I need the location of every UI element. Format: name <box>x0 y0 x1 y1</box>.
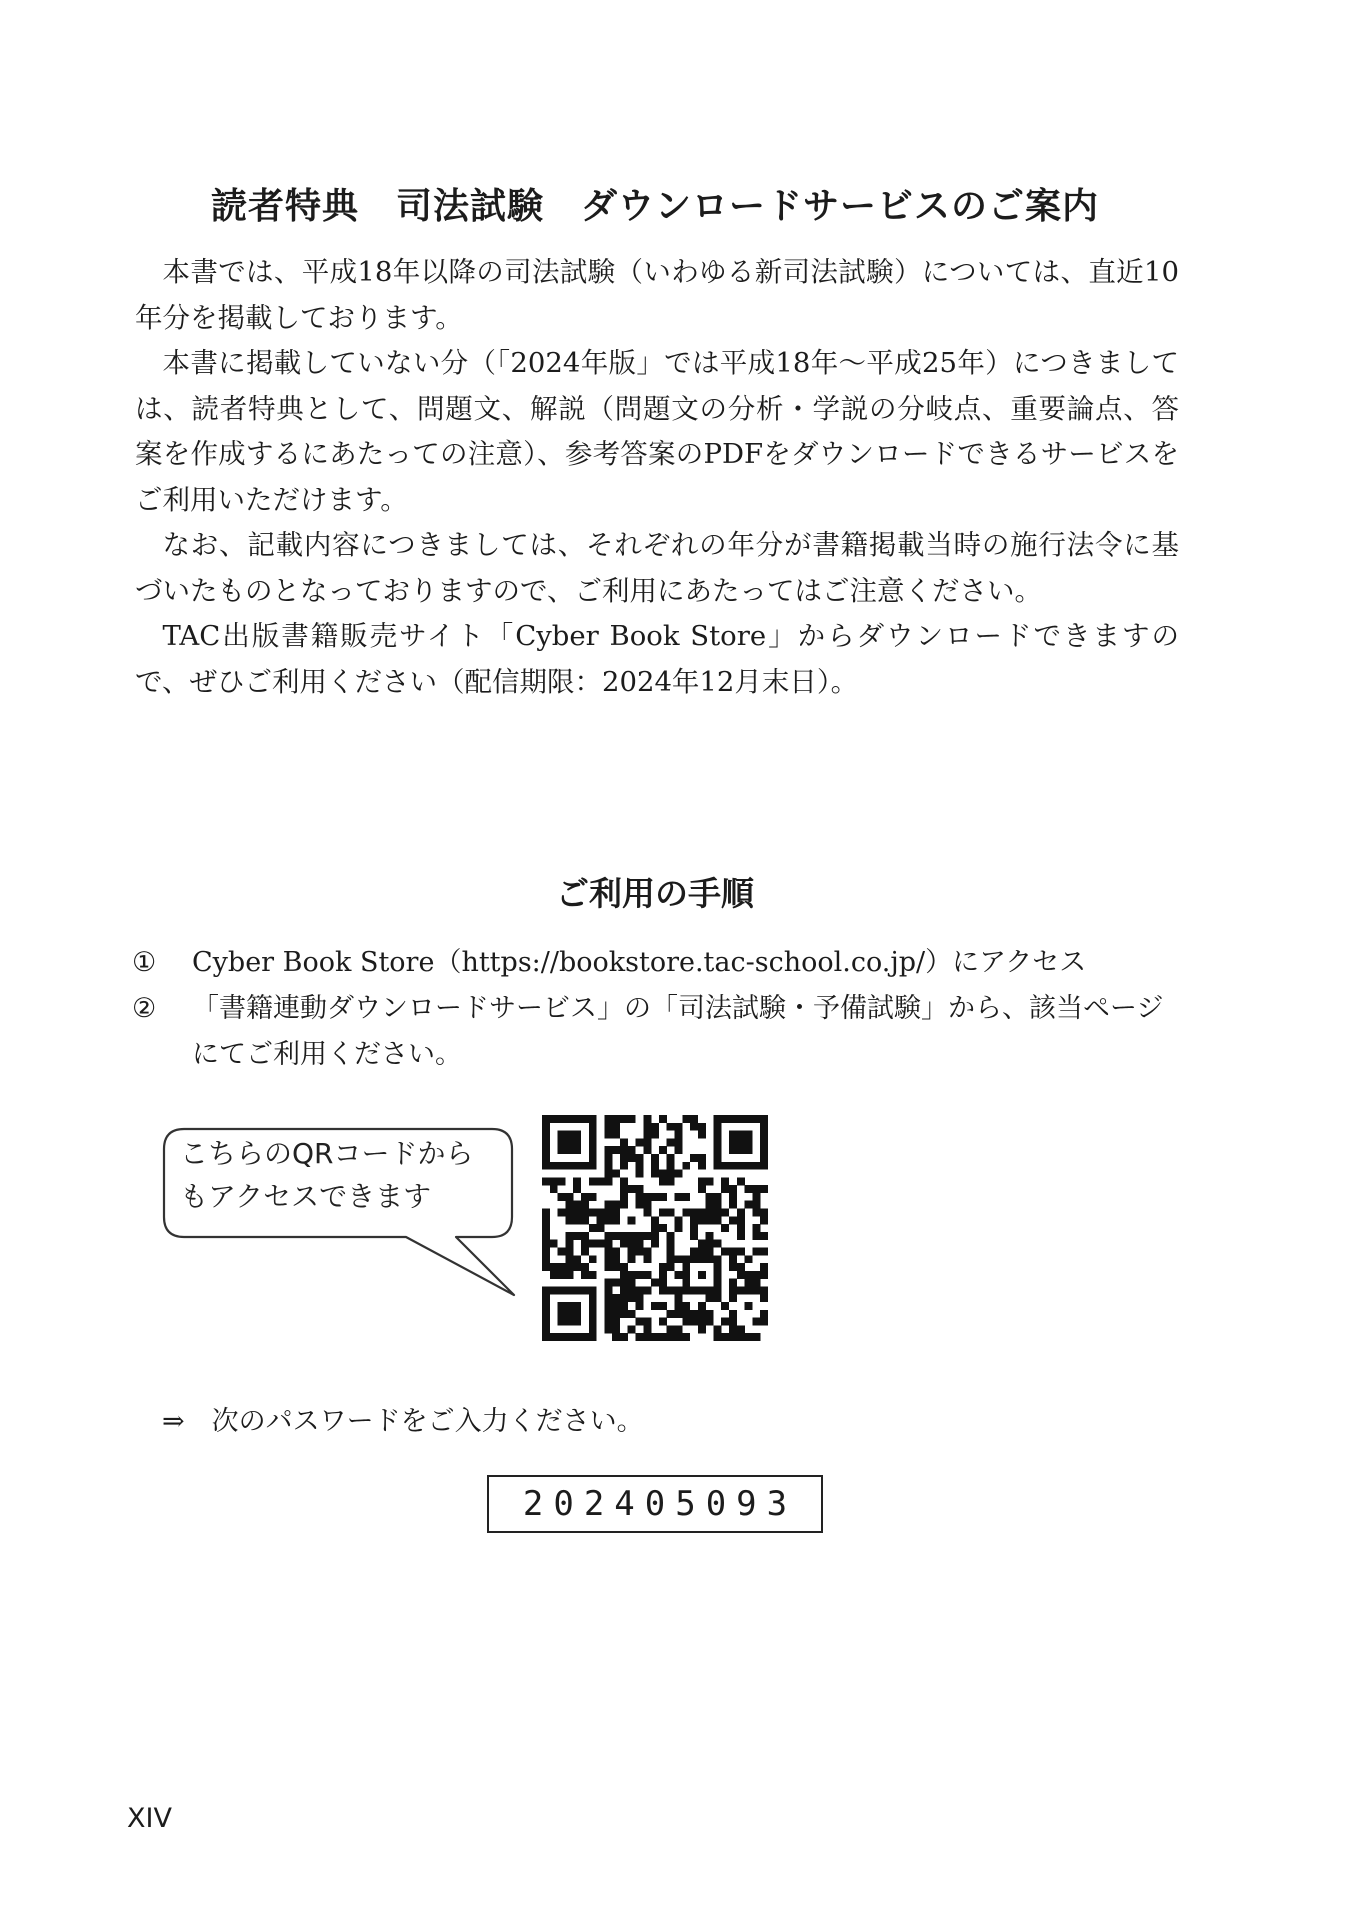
page-title: 読者特典 司法試験 ダウンロードサービスのご案内 <box>210 186 1099 227</box>
step-text-access[interactable]: Cyber Book Store（https://bookstore.tac-school.co.jp/）にアクセス <box>192 947 1087 978</box>
callout-line-2: もアクセスできます <box>180 1180 432 1213</box>
steps-heading: ご利用の手順 <box>556 874 754 913</box>
password-box: 202405093 <box>487 1475 823 1533</box>
intro-text <box>135 250 1179 705</box>
step-number: ② <box>132 993 157 1024</box>
paragraph-3: なお、記載内容につきましては、それぞれの年分が書籍掲載当時の施行法令に基づいたものとなっておりますので、ご利用にあたってはご注意ください。 <box>135 529 1179 607</box>
step-number: ① <box>132 947 157 978</box>
step-2 <box>132 986 1182 1078</box>
password-prompt: ⇒ 次のパスワードをご入力ください。 <box>162 1406 644 1437</box>
paragraph-1: 本書では、平成18年以降の司法試験（いわゆる新司法試験）については、直近10年分を掲載しております。 <box>135 256 1179 334</box>
paragraph-4: TAC出版書籍販売サイト「Cyber Book Store」からダウンロードできますので、ぜひご利用ください（配信期限：2024年12月末日）。 <box>135 620 1179 698</box>
qr-code-icon[interactable] <box>542 1115 768 1341</box>
step-text-download: 「書籍連動ダウンロードサービス」の「司法試験・予備試験」から、該当ページにてご利用ください。 <box>192 993 1164 1070</box>
qr-callout <box>162 1127 522 1297</box>
page-number: XIV <box>127 1803 172 1834</box>
step-1 <box>132 940 1182 986</box>
paragraph-2: 本書に掲載していない分（「2024年版」では平成18年〜平成25年）につきましては、読者特典として、問題文、解説（問題文の分析・学説の分岐点、重要論点、答案を作成するにあたっての注意）、参考答案のPDFをダウンロードできるサービスをご利用いただけます。 <box>135 347 1179 516</box>
steps-list <box>132 940 1182 1078</box>
callout-line-1: こちらのQRコードから <box>180 1137 474 1170</box>
